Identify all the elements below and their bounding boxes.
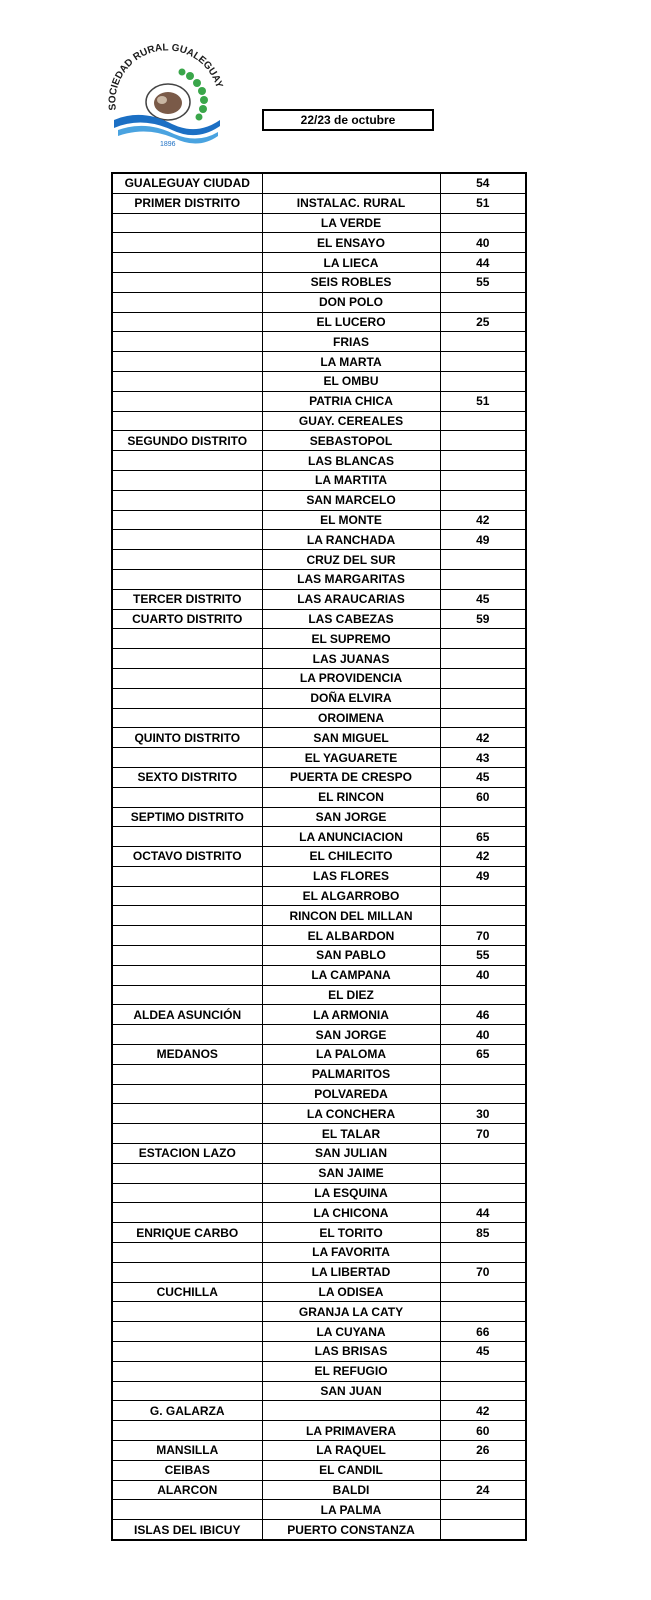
district-cell: [112, 1243, 262, 1263]
locality-cell: PUERTO CONSTANZA: [262, 1520, 440, 1540]
table-row: [112, 926, 526, 946]
district-cell: [112, 233, 262, 253]
value-cell: 49: [440, 866, 526, 886]
value-cell: 51: [440, 391, 526, 411]
table-row: [112, 530, 526, 550]
district-cell: TERCER DISTRITO: [112, 589, 262, 609]
district-cell: G. GALARZA: [112, 1401, 262, 1421]
table-row: [112, 470, 526, 490]
locality-cell: EL TALAR: [262, 1124, 440, 1144]
table-row: [112, 807, 526, 827]
locality-cell: LA CUYANA: [262, 1322, 440, 1342]
value-cell: 60: [440, 1421, 526, 1441]
table-row: [112, 1124, 526, 1144]
value-cell: [440, 213, 526, 233]
table-row: [112, 1441, 526, 1461]
district-cell: [112, 1342, 262, 1362]
locality-cell: LA RANCHADA: [262, 530, 440, 550]
table-row: [112, 1203, 526, 1223]
date-label: 22/23 de octubre: [262, 109, 434, 131]
value-cell: 43: [440, 748, 526, 768]
locality-cell: LA ESQUINA: [262, 1183, 440, 1203]
value-cell: [440, 470, 526, 490]
table-row: [112, 1520, 526, 1540]
value-cell: [440, 1460, 526, 1480]
value-cell: [440, 1381, 526, 1401]
org-logo: [102, 32, 232, 150]
district-cell: [112, 550, 262, 570]
value-cell: 30: [440, 1104, 526, 1124]
table-row: [112, 1163, 526, 1183]
locality-cell: LA ANUNCIACION: [262, 827, 440, 847]
district-cell: [112, 688, 262, 708]
value-cell: [440, 352, 526, 372]
district-cell: [112, 886, 262, 906]
district-cell: PRIMER DISTRITO: [112, 193, 262, 213]
district-cell: CUCHILLA: [112, 1282, 262, 1302]
locality-cell: SAN JAIME: [262, 1163, 440, 1183]
district-cell: [112, 1361, 262, 1381]
table-row: [112, 490, 526, 510]
district-cell: [112, 965, 262, 985]
table-row: [112, 1183, 526, 1203]
district-cell: [112, 985, 262, 1005]
district-cell: [112, 1084, 262, 1104]
locality-cell: EL ALBARDON: [262, 926, 440, 946]
value-cell: 85: [440, 1223, 526, 1243]
district-cell: [112, 926, 262, 946]
table-row: [112, 173, 526, 193]
locality-cell: GUAY. CEREALES: [262, 411, 440, 431]
table-row: [112, 985, 526, 1005]
value-cell: 46: [440, 1005, 526, 1025]
locality-cell: LAS CABEZAS: [262, 609, 440, 629]
value-cell: 66: [440, 1322, 526, 1342]
locality-cell: EL DIEZ: [262, 985, 440, 1005]
locality-cell: DOÑA ELVIRA: [262, 688, 440, 708]
district-cell: [112, 292, 262, 312]
locality-cell: LAS BRISAS: [262, 1342, 440, 1362]
locality-cell: SAN MIGUEL: [262, 728, 440, 748]
district-cell: [112, 371, 262, 391]
district-cell: [112, 629, 262, 649]
value-cell: 42: [440, 1401, 526, 1421]
value-cell: [440, 668, 526, 688]
locality-cell: SAN JORGE: [262, 807, 440, 827]
district-cell: [112, 213, 262, 233]
value-cell: [440, 1500, 526, 1520]
district-cell: [112, 1064, 262, 1084]
locality-cell: EL MONTE: [262, 510, 440, 530]
locality-cell: LA PROVIDENCIA: [262, 668, 440, 688]
table-row: [112, 1460, 526, 1480]
table-row: [112, 233, 526, 253]
locality-cell: LA ARMONIA: [262, 1005, 440, 1025]
locality-cell: DON POLO: [262, 292, 440, 312]
locality-cell: PUERTA DE CRESPO: [262, 767, 440, 787]
district-cell: [112, 787, 262, 807]
district-cell: [112, 827, 262, 847]
table-row: [112, 688, 526, 708]
value-cell: [440, 985, 526, 1005]
locality-cell: EL ALGARROBO: [262, 886, 440, 906]
value-cell: [440, 629, 526, 649]
locality-cell: EL CANDIL: [262, 1460, 440, 1480]
value-cell: [440, 1084, 526, 1104]
value-cell: [440, 490, 526, 510]
value-cell: 54: [440, 173, 526, 193]
district-cell: [112, 352, 262, 372]
value-cell: 44: [440, 1203, 526, 1223]
table-row: [112, 272, 526, 292]
table-row: [112, 312, 526, 332]
value-cell: [440, 451, 526, 471]
table-row: [112, 1322, 526, 1342]
value-cell: [440, 708, 526, 728]
locality-cell: SAN JUAN: [262, 1381, 440, 1401]
district-cell: GUALEGUAY CIUDAD: [112, 173, 262, 193]
value-cell: 44: [440, 253, 526, 273]
district-cell: CUARTO DISTRITO: [112, 609, 262, 629]
value-cell: 70: [440, 1262, 526, 1282]
table-row: [112, 787, 526, 807]
value-cell: [440, 1243, 526, 1263]
table-row: [112, 332, 526, 352]
locality-cell: LAS MARGARITAS: [262, 569, 440, 589]
value-cell: [440, 550, 526, 570]
table-row: [112, 1421, 526, 1441]
district-cell: [112, 1163, 262, 1183]
locality-cell: LA VERDE: [262, 213, 440, 233]
value-cell: 65: [440, 827, 526, 847]
table-row: [112, 886, 526, 906]
district-cell: [112, 748, 262, 768]
district-cell: ALDEA ASUNCIÓN: [112, 1005, 262, 1025]
value-cell: 40: [440, 1025, 526, 1045]
table-row: [112, 1262, 526, 1282]
locality-cell: LA CAMPANA: [262, 965, 440, 985]
locality-cell: LA PALMA: [262, 1500, 440, 1520]
district-cell: OCTAVO DISTRITO: [112, 847, 262, 867]
value-cell: [440, 1163, 526, 1183]
value-cell: [440, 411, 526, 431]
locality-cell: LA RAQUEL: [262, 1441, 440, 1461]
locality-cell: LA PRIMAVERA: [262, 1421, 440, 1441]
locality-cell: LA LIBERTAD: [262, 1262, 440, 1282]
svg-text:SOCIEDAD RURAL GUALEGUAY: SOCIEDAD RURAL GUALEGUAY: [107, 42, 225, 111]
table-row: [112, 510, 526, 530]
value-cell: [440, 292, 526, 312]
district-cell: SEXTO DISTRITO: [112, 767, 262, 787]
district-cell: [112, 1203, 262, 1223]
district-cell: [112, 649, 262, 669]
locality-cell: SAN JORGE: [262, 1025, 440, 1045]
table-row: [112, 906, 526, 926]
locality-cell: LAS BLANCAS: [262, 451, 440, 471]
district-cell: [112, 866, 262, 886]
district-cell: [112, 1302, 262, 1322]
district-cell: [112, 906, 262, 926]
results-table: [111, 172, 527, 1541]
locality-cell: EL TORITO: [262, 1223, 440, 1243]
table-row: [112, 1025, 526, 1045]
locality-cell: SEIS ROBLES: [262, 272, 440, 292]
value-cell: [440, 1144, 526, 1164]
district-cell: SEPTIMO DISTRITO: [112, 807, 262, 827]
district-cell: [112, 312, 262, 332]
district-cell: [112, 510, 262, 530]
value-cell: [440, 1183, 526, 1203]
value-cell: 40: [440, 233, 526, 253]
table-row: [112, 847, 526, 867]
value-cell: [440, 688, 526, 708]
district-cell: [112, 470, 262, 490]
district-cell: ALARCON: [112, 1480, 262, 1500]
locality-cell: LA CONCHERA: [262, 1104, 440, 1124]
locality-cell: LA MARTITA: [262, 470, 440, 490]
locality-cell: EL LUCERO: [262, 312, 440, 332]
district-cell: [112, 411, 262, 431]
district-cell: ENRIQUE CARBO: [112, 1223, 262, 1243]
value-cell: [440, 1361, 526, 1381]
value-cell: [440, 371, 526, 391]
value-cell: 49: [440, 530, 526, 550]
value-cell: [440, 886, 526, 906]
table-row: [112, 193, 526, 213]
value-cell: 45: [440, 589, 526, 609]
locality-cell: LA PALOMA: [262, 1045, 440, 1065]
locality-cell: [262, 1401, 440, 1421]
district-cell: [112, 253, 262, 273]
table-row: [112, 1302, 526, 1322]
value-cell: [440, 569, 526, 589]
value-cell: 45: [440, 1342, 526, 1362]
locality-cell: EL OMBU: [262, 371, 440, 391]
table-row: [112, 748, 526, 768]
value-cell: 55: [440, 946, 526, 966]
district-cell: [112, 391, 262, 411]
value-cell: 24: [440, 1480, 526, 1500]
district-cell: MANSILLA: [112, 1441, 262, 1461]
district-cell: [112, 1124, 262, 1144]
locality-cell: LAS FLORES: [262, 866, 440, 886]
table-row: [112, 1361, 526, 1381]
value-cell: 42: [440, 728, 526, 748]
table-row: [112, 827, 526, 847]
locality-cell: EL RINCON: [262, 787, 440, 807]
locality-cell: INSTALAC. RURAL: [262, 193, 440, 213]
table-row: [112, 629, 526, 649]
locality-cell: RINCON DEL MILLAN: [262, 906, 440, 926]
district-cell: [112, 451, 262, 471]
locality-cell: EL CHILECITO: [262, 847, 440, 867]
value-cell: [440, 1520, 526, 1540]
district-cell: [112, 1322, 262, 1342]
locality-cell: BALDI: [262, 1480, 440, 1500]
table-row: [112, 371, 526, 391]
table-row: [112, 965, 526, 985]
value-cell: 55: [440, 272, 526, 292]
value-cell: 25: [440, 312, 526, 332]
value-cell: 60: [440, 787, 526, 807]
table-row: [112, 649, 526, 669]
district-cell: [112, 1421, 262, 1441]
table-row: [112, 292, 526, 312]
table-row: [112, 767, 526, 787]
locality-cell: OROIMENA: [262, 708, 440, 728]
table-row: [112, 550, 526, 570]
locality-cell: POLVAREDA: [262, 1084, 440, 1104]
table-row: [112, 1381, 526, 1401]
table-row: [112, 589, 526, 609]
locality-cell: EL REFUGIO: [262, 1361, 440, 1381]
table-row: [112, 569, 526, 589]
district-cell: [112, 708, 262, 728]
table-row: [112, 213, 526, 233]
locality-cell: GRANJA LA CATY: [262, 1302, 440, 1322]
locality-cell: EL YAGUARETE: [262, 748, 440, 768]
table-row: [112, 352, 526, 372]
locality-cell: PALMARITOS: [262, 1064, 440, 1084]
district-cell: QUINTO DISTRITO: [112, 728, 262, 748]
table-row: [112, 1084, 526, 1104]
locality-cell: LA CHICONA: [262, 1203, 440, 1223]
table-row: [112, 866, 526, 886]
locality-cell: EL ENSAYO: [262, 233, 440, 253]
table-row: [112, 1045, 526, 1065]
value-cell: 59: [440, 609, 526, 629]
table-row: [112, 1480, 526, 1500]
value-cell: [440, 431, 526, 451]
district-cell: ISLAS DEL IBICUY: [112, 1520, 262, 1540]
district-cell: [112, 1183, 262, 1203]
value-cell: 40: [440, 965, 526, 985]
value-cell: [440, 1302, 526, 1322]
district-cell: ESTACION LAZO: [112, 1144, 262, 1164]
table-row: [112, 431, 526, 451]
value-cell: [440, 807, 526, 827]
value-cell: [440, 649, 526, 669]
district-cell: [112, 1104, 262, 1124]
district-cell: SEGUNDO DISTRITO: [112, 431, 262, 451]
table-row: [112, 1144, 526, 1164]
district-cell: [112, 569, 262, 589]
locality-cell: SEBASTOPOL: [262, 431, 440, 451]
value-cell: 70: [440, 1124, 526, 1144]
table-row: [112, 451, 526, 471]
value-cell: 45: [440, 767, 526, 787]
table-row: [112, 1243, 526, 1263]
locality-cell: SAN PABLO: [262, 946, 440, 966]
value-cell: [440, 1064, 526, 1084]
locality-cell: LAS JUANAS: [262, 649, 440, 669]
table-row: [112, 708, 526, 728]
locality-cell: LA FAVORITA: [262, 1243, 440, 1263]
table-row: [112, 411, 526, 431]
district-cell: MEDANOS: [112, 1045, 262, 1065]
locality-cell: [262, 173, 440, 193]
table-row: [112, 1342, 526, 1362]
locality-cell: LA ODISEA: [262, 1282, 440, 1302]
district-cell: [112, 1262, 262, 1282]
value-cell: 42: [440, 847, 526, 867]
value-cell: 26: [440, 1441, 526, 1461]
table-row: [112, 1064, 526, 1084]
district-cell: [112, 1381, 262, 1401]
table-row: [112, 1005, 526, 1025]
value-cell: 42: [440, 510, 526, 530]
district-cell: [112, 1500, 262, 1520]
table-row: [112, 1223, 526, 1243]
table-row: [112, 946, 526, 966]
value-cell: [440, 906, 526, 926]
table-row: [112, 391, 526, 411]
table-row: [112, 728, 526, 748]
table-row: [112, 1500, 526, 1520]
locality-cell: LA MARTA: [262, 352, 440, 372]
table-row: [112, 253, 526, 273]
locality-cell: EL SUPREMO: [262, 629, 440, 649]
district-cell: [112, 946, 262, 966]
locality-cell: SAN JULIAN: [262, 1144, 440, 1164]
district-cell: [112, 332, 262, 352]
locality-cell: FRIAS: [262, 332, 440, 352]
value-cell: [440, 332, 526, 352]
district-cell: [112, 1025, 262, 1045]
table-row: [112, 1282, 526, 1302]
value-cell: 70: [440, 926, 526, 946]
locality-cell: SAN MARCELO: [262, 490, 440, 510]
district-cell: [112, 490, 262, 510]
locality-cell: LA LIECA: [262, 253, 440, 273]
table-row: [112, 609, 526, 629]
value-cell: [440, 1282, 526, 1302]
table-row: [112, 1401, 526, 1421]
district-cell: CEIBAS: [112, 1460, 262, 1480]
table-row: [112, 668, 526, 688]
district-cell: [112, 668, 262, 688]
value-cell: 51: [440, 193, 526, 213]
locality-cell: CRUZ DEL SUR: [262, 550, 440, 570]
district-cell: [112, 530, 262, 550]
table-row: [112, 1104, 526, 1124]
value-cell: 65: [440, 1045, 526, 1065]
locality-cell: PATRIA CHICA: [262, 391, 440, 411]
svg-text:1896: 1896: [160, 141, 176, 148]
district-cell: [112, 272, 262, 292]
locality-cell: LAS ARAUCARIAS: [262, 589, 440, 609]
